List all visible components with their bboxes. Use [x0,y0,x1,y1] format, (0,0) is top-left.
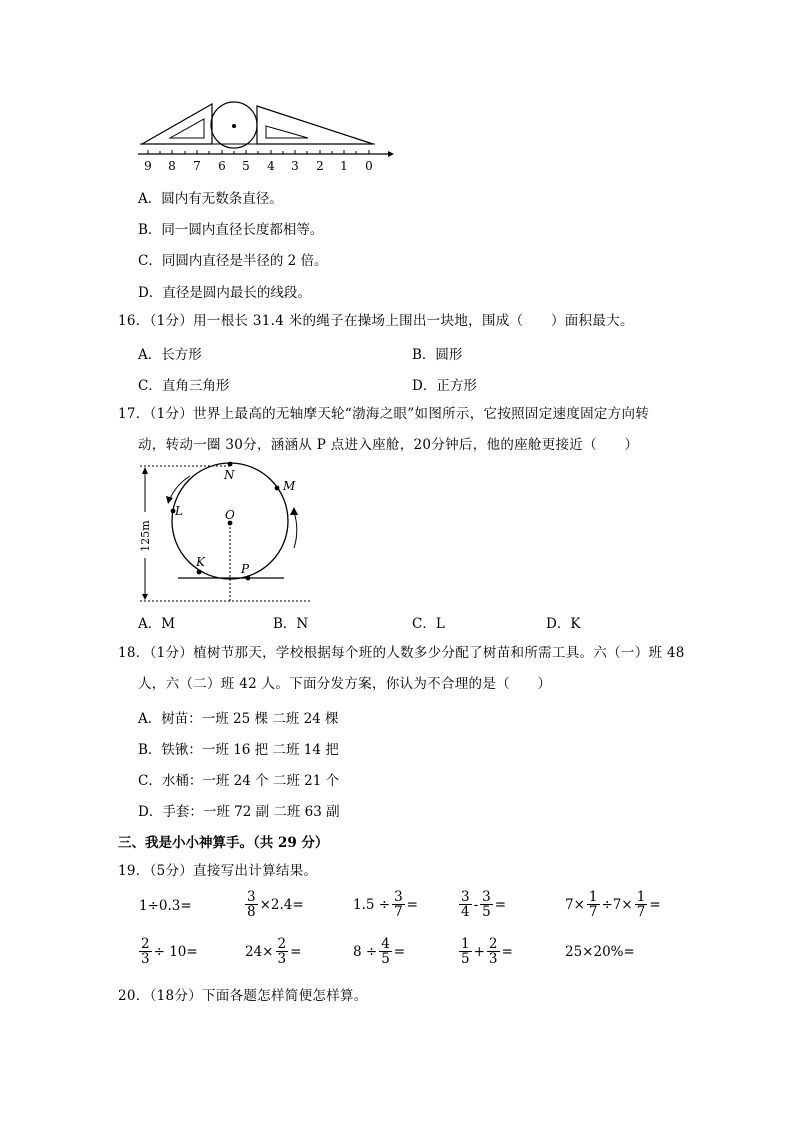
denominator: 5 [482,904,491,920]
calc-5-mid: ÷7× [601,896,633,913]
numerator: 3 [482,889,491,905]
ruler-label: 7 [193,159,201,173]
q18-option-a: A．树苗：一班 25 棵 二班 24 棵 [138,711,339,727]
calc-5-equals: = [649,896,661,913]
ruler-label: 0 [365,159,373,173]
denominator: 4 [461,904,470,920]
q15-option-a: A．圆内有无数条直径。 [138,191,283,207]
calc-2-text: ×2.4= [259,896,304,913]
fraction [276,937,289,966]
q17-option-c: C．L [412,616,445,632]
ruler-label: 9 [144,159,152,173]
point-n-label: N [224,468,235,482]
calc-1-text: 1÷0.3= [139,898,192,914]
calc-8 [352,937,406,966]
denominator: 3 [277,951,287,967]
calc-9 [458,937,514,966]
operator: + [473,943,485,960]
point-o-label: O [225,508,235,522]
ruler-label: 4 [267,159,275,173]
q20-stem: 20．（18分）下面各题怎样简便怎样算。 [118,988,368,1004]
denominator: 3 [488,951,498,967]
numerator: 4 [381,936,390,952]
calc-5-text: 7× [565,896,585,913]
fraction [245,890,258,919]
calc-9-equals: = [501,943,513,960]
ruler-label: 1 [340,159,348,173]
point-l-label: L [175,504,183,518]
calc-7 [244,937,302,966]
numerator: 2 [277,936,287,952]
denominator: 8 [247,904,256,920]
calc-6 [138,937,199,966]
numerator: 3 [461,889,470,905]
q16-option-d: D．正方形 [412,378,477,394]
fraction [392,890,405,919]
q16-option-a: A．长方形 [138,347,202,363]
q17-stem-line2: 动，转动一圈 30分，涵涵从 P 点进入座舱，20分钟后，他的座舱更接近（ ） [138,437,639,453]
q16-option-c: C．直角三角形 [138,378,230,394]
numerator: 3 [247,889,256,905]
q18-option-d: D．手套：一班 72 副 二班 63 副 [138,804,340,820]
fraction [459,937,472,966]
fraction [139,937,152,966]
calc-10 [564,944,636,960]
fraction [459,890,472,919]
denominator: 5 [381,951,390,967]
ferris-wheel-figure [128,460,328,608]
ruler-label: 3 [291,159,299,173]
q16-stem: 16．（1分）用一根长 31.4 米的绳子在操场上围出一块地，围成（ ）面积最大。 [118,313,634,329]
q15-option-d: D．直径是圆内最长的线段。 [138,285,311,301]
q16-option-b: B．圆形 [412,347,463,363]
operator: - [473,896,479,913]
ruler-label: 5 [242,159,250,173]
q18-option-c: C．水桶：一班 24 个 二班 21 个 [138,773,340,789]
q18-stem-line1: 18．（1分）植树节那天，学校根据每个班的人数多少分配了树苗和所需工具。六（一）班 48 [118,645,685,661]
calc-3 [352,890,419,919]
numerator: 2 [141,936,150,952]
q17-stem-line1: 17．（1分）世界上最高的无轴摩天轮“渤海之眼”如图所示，它按照固定速度固定方向转 [118,406,650,422]
calc-5 [564,890,662,919]
point-m-label: M [283,479,296,493]
calc-7-equals: = [290,943,302,960]
fraction [379,937,392,966]
calc-6-text: ÷ 10= [153,943,198,960]
section-3-title: 三、我是小小神算手。（共 29 分） [118,835,329,851]
q18-stem-line2: 人，六（二）班 42 人。下面分发方案，你认为不合理的是（ ） [138,676,552,692]
fraction [480,890,493,919]
ruler-label: 8 [168,159,176,173]
q15-option-c: C．同圆内直径是半径的 2 倍。 [138,253,328,269]
calc-4 [458,890,507,919]
fraction [635,890,648,919]
calc-8-equals: = [393,943,406,960]
calc-7-text: 24× [245,943,274,960]
calc-4-equals: = [494,896,507,913]
numerator: 1 [461,936,470,952]
calc-8-text: 8 ÷ [353,943,378,960]
q19-stem: 19．（5分）直接写出计算结果。 [118,863,318,879]
point-p-label: P [241,562,250,576]
q17-option-a: A．M [138,616,176,632]
q17-option-d: D．K [546,616,581,632]
denominator: 5 [461,951,470,967]
ruler-label: 6 [218,159,226,173]
calc-3-equals: = [406,896,418,913]
height-label: 125m [139,520,152,552]
numerator: 1 [636,889,646,905]
calc-3-text: 1.5 ÷ [353,896,391,913]
q17-option-b: B．N [273,616,309,632]
numerator: 1 [588,889,598,905]
numerator: 2 [488,936,498,952]
denominator: 7 [636,904,646,920]
calc-2 [244,890,305,919]
denominator: 7 [394,904,403,920]
point-k-label: K [196,555,205,569]
ruler-label: 2 [316,159,324,173]
denominator: 3 [141,951,150,967]
fraction [587,890,600,919]
fraction [487,937,500,966]
calc-10-text: 25×20%= [565,944,635,960]
calc-1 [138,898,193,914]
q18-option-b: B．铁锹：一班 16 把 二班 14 把 [138,742,339,758]
numerator: 3 [394,889,403,905]
ruler-circle-figure [130,98,400,178]
denominator: 7 [588,904,598,920]
q15-option-b: B．同一圆内直径长度都相等。 [138,222,324,238]
